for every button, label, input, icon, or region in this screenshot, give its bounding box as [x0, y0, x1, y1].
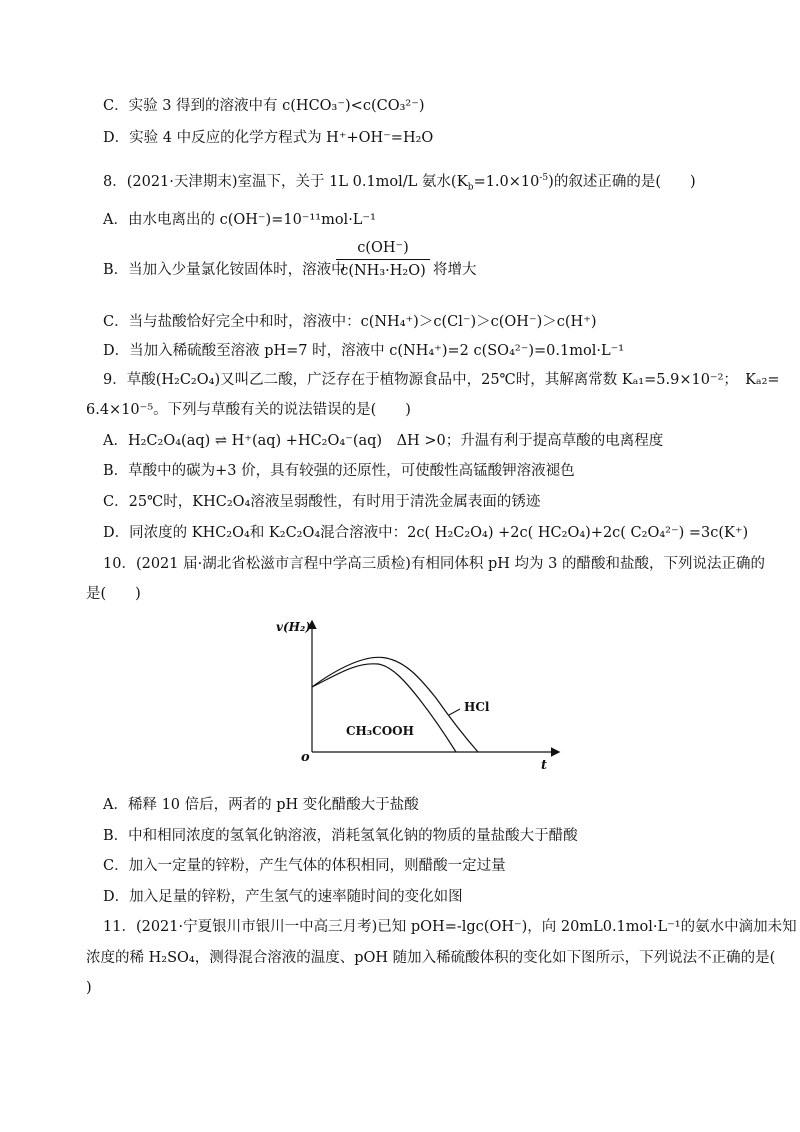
- q7-option-c: C．实验 3 得到的溶液中有 c(HCO₃⁻)<c(CO₃²⁻): [103, 98, 425, 114]
- q9-option-b: B．草酸中的碳为+3 价，具有较强的还原性，可使酸性高锰酸钾溶液褪色: [103, 463, 575, 479]
- x-axis-label: t: [541, 758, 548, 773]
- q8-option-b-fraction: [336, 240, 430, 279]
- q8-stem: [103, 168, 696, 198]
- q10-option-a: A．稀释 10 倍后，两者的 pH 变化醋酸大于盐酸: [103, 797, 419, 813]
- fraction-bar: [336, 259, 430, 260]
- q8-option-b-prefix: B．当加入少量氯化铵固体时，溶液中: [103, 262, 346, 278]
- q10-stem-line-1: 10．(2021 届·湖北省松滋市言程中学高三质检)有相同体积 pH 均为 3 的醋酸和盐酸，下列说法正确的: [103, 556, 765, 572]
- q8-option-a: A．由水电离出的 c(OH⁻)=10⁻¹¹mol·L⁻¹: [103, 212, 376, 228]
- q8-stem-part-a: 8．(2021·天津期末)室温下，关于 1L 0.1mol/L 氨水(: [103, 173, 457, 190]
- origin-label: o: [301, 750, 310, 765]
- q9-stem-line-2: 6.4×10⁻⁵。下列与草酸有关的说法错误的是( ): [86, 402, 411, 418]
- kb-value: =1.0×10: [473, 173, 540, 190]
- q11-stem-line-1: 11．(2021·宁夏银川市银川一中高三月考)已知 pOH=-lgc(OH⁻)，向 20mL0.1mol·L⁻¹的氨水中滴加未知: [103, 919, 797, 935]
- hcl-pointer: [449, 709, 460, 715]
- q9-option-a: A．H₂C₂O₄(aq) ⇌ H⁺(aq) +HC₂O₄⁻(aq) ΔH >0；升温有利于提高草酸的电离程度: [103, 433, 664, 449]
- q8-option-c: C．当与盐酸恰好完全中和时，溶液中：c(NH₄⁺)＞c(Cl⁻)＞c(OH⁻)＞c(H⁺): [103, 314, 597, 330]
- q8-option-b-suffix: 将增大: [433, 262, 477, 278]
- graph-svg: [268, 612, 568, 772]
- q10-stem-line-2: 是( ): [86, 586, 141, 602]
- q9-stem-line-1: 9．草酸(H₂C₂O₄)又叫乙二酸，广泛存在于植物源食品中，25℃时，其解离常数 Kₐ₁=5.9×10⁻²； Kₐ₂=: [103, 372, 780, 388]
- ch3cooh-curve: [312, 664, 456, 752]
- q9-option-d: D．同浓度的 KHC₂O₄和 K₂C₂O₄混合溶液中：2c( H₂C₂O₄) +2c( HC₂O₄)+2c( C₂O₄²⁻) =3c(K⁺): [103, 525, 749, 541]
- ch3cooh-label: CH₃COOH: [346, 724, 414, 738]
- q11-stem-line-2: 浓度的稀 H₂SO₄，测得混合溶液的温度、pOH 随加入稀硫酸体积的变化如下图所示，下列说法不正确的是(: [86, 950, 776, 966]
- q11-stem-line-3: ): [86, 980, 92, 996]
- kb-exponent: -5: [539, 173, 549, 183]
- q10-option-b: B．中和相同浓度的氢氧化钠溶液，消耗氢氧化钠的物质的量盐酸大于醋酸: [103, 828, 578, 844]
- q7-option-d: D．实验 4 中反应的化学方程式为 H⁺+OH⁻=H₂O: [103, 130, 434, 146]
- kb-symbol: K: [456, 171, 468, 190]
- q8-stem-part-b: )的叙述正确的是( ): [548, 173, 696, 190]
- q9-option-c: C．25℃时，KHC₂O₄溶液呈弱酸性，有时用于清洗金属表面的锈迹: [103, 494, 541, 510]
- kb-subscript: b: [467, 182, 474, 193]
- fraction-numerator: c(OH⁻): [357, 240, 409, 256]
- y-axis-label: v(H₂): [276, 620, 311, 634]
- q10-option-d: D．加入足量的锌粉，产生氢气的速率随时间的变化如图: [103, 889, 463, 905]
- fraction-denominator: c(NH₃·H₂O): [340, 263, 426, 279]
- rate-time-graph: [268, 612, 568, 772]
- q8-option-d: D．当加入稀硫酸至溶液 pH=7 时，溶液中 c(NH₄⁺)=2 c(SO₄²⁻)=0.1mol·L⁻¹: [103, 343, 625, 359]
- hcl-label: HCl: [464, 700, 490, 714]
- q10-option-c: C．加入一定量的锌粉，产生气体的体积相同，则醋酸一定过量: [103, 858, 506, 874]
